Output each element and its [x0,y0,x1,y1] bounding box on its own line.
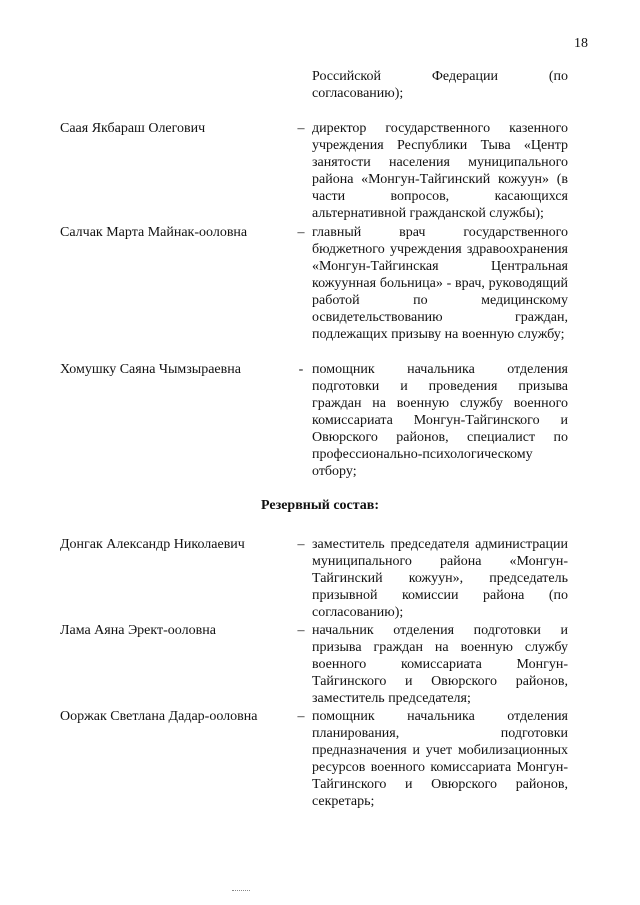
continuation-text: Российской Федерации (по согласованию); [312,69,568,101]
member-dash: – [297,121,305,136]
member-name: Салчак Марта Майнак-ооловна [60,225,248,240]
reserve-member-entry [60,708,580,810]
member-role: главный врач государственного бюджетного учреждения здравоохранения «Монгун-Тайгинская Центральная кожуунная больница» - врач, руководящий работой по медицинскому освидетельствованию граждан, подлежащих призыву на военную службу; [312,225,568,342]
reserve-heading: Резервный состав: [260,498,380,513]
member-role: заместитель председателя администрации муниципального района «Монгун-Тайгинский кожуун», председатель призывной комиссии района (по согласованию); [312,537,568,620]
member-dash: – [297,537,305,552]
member-name: Донгак Александр Николаевич [60,537,245,552]
member-role: помощник начальника отделения подготовки и проведения призыва граждан на военную службу военного комиссариата Монгун-Тайгинского и Овюрского районов, специалист по профессионально-психологическому отбору; [312,362,568,479]
member-entry [60,224,580,343]
member-dash: – [297,623,305,638]
page-number: 18 [574,36,588,51]
member-dash: - [298,362,304,377]
member-entry [60,361,580,480]
reserve-member-entry [60,622,580,707]
member-dash: – [297,225,305,240]
member-name: Ооржак Светлана Дадар-ооловна [60,709,258,724]
member-role: начальник отделения подготовки и призыва граждан на военную службу военного комиссариата Монгун-Тайгинского и Овюрского районов, заместитель председателя; [312,623,568,706]
member-name: Саая Якбараш Олегович [60,121,206,136]
member-dash: – [297,709,305,724]
member-name: Лама Аяна Эрект-ооловна [60,623,216,638]
member-role: директор государственного казенного учреждения Республики Тыва «Центр занятости населения муниципального района «Монгун-Тайгинский кожуун» (в части вопросов, касающихся альтернативной гражданской службы); [312,121,568,221]
member-entry [60,120,580,222]
member-name: Хомушку Саяна Чымзыраевна [60,362,241,377]
reserve-member-entry [60,536,580,621]
member-role: помощник начальника отделения планирования, подготовки предназначения и учет мобилизационных ресурсов военного комиссариата Монгун-Тайгинского и Овюрского районов, секретарь; [312,709,568,809]
scan-artifact [232,890,250,894]
